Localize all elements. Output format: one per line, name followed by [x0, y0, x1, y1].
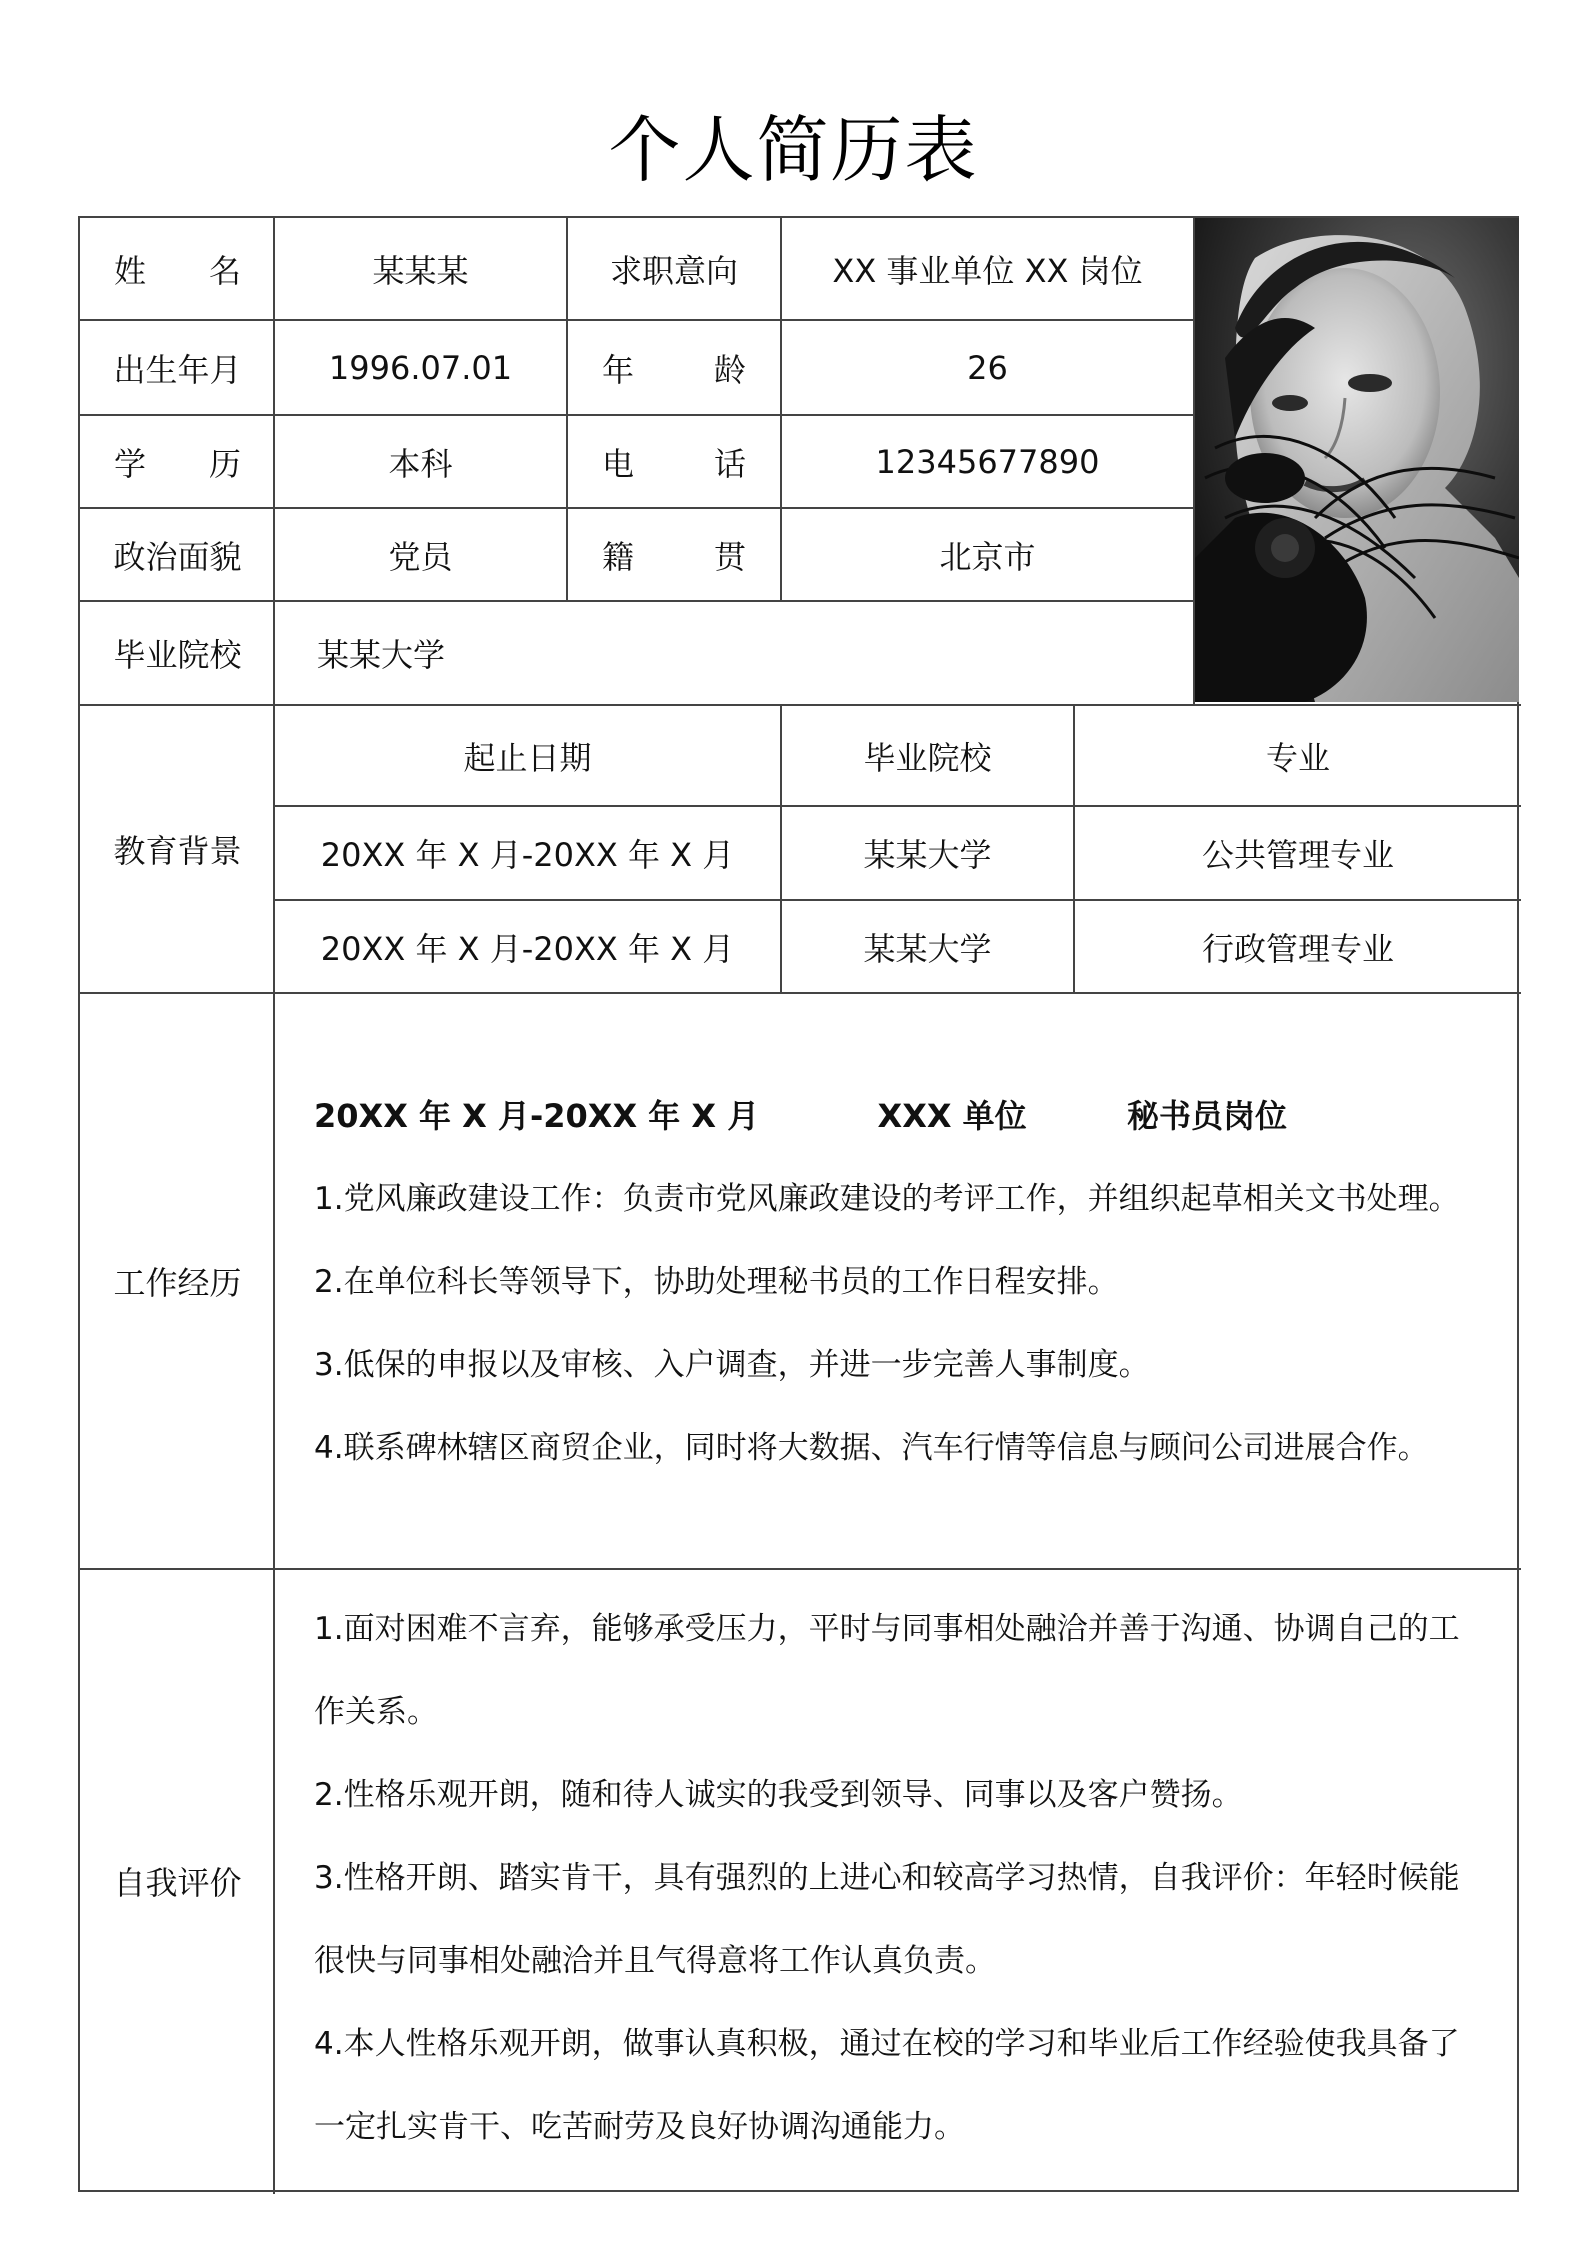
- birth-label: 出生年月: [113, 350, 242, 389]
- edu-row-1-school: 某某大学: [863, 836, 992, 874]
- phone-label: 电 话: [602, 444, 746, 483]
- work-heading: [314, 1074, 1514, 1158]
- self-eval-line: 很快与同事相处融洽并且气得意将工作认真负责。: [314, 1943, 996, 1979]
- self-eval-line: 4.本人性格乐观开朗，做事认真积极，通过在校的学习和毕业后工作经验使我具备了: [314, 2026, 1460, 2062]
- profile-photo: [1195, 218, 1519, 702]
- age-value: 26: [967, 348, 1008, 387]
- phone-value: 12345677890: [875, 442, 1100, 481]
- work-item: 1.党风廉政建设工作：负责市党风廉政建设的考评工作，并组织起草相关文书处理。: [314, 1181, 1460, 1217]
- edu-row-2-period: 20XX 年 X 月-20XX 年 X 月: [320, 929, 735, 968]
- page-title: 个人简历表: [608, 108, 979, 192]
- work-item: 4.联系碑林辖区商贸企业，同时将大数据、汽车行情等信息与顾问公司进展合作。: [314, 1430, 1429, 1466]
- name-value: 某某某: [372, 251, 469, 290]
- edu-row-2-major: 行政管理专业: [1201, 929, 1394, 968]
- edu-header-major: 专业: [1265, 738, 1330, 777]
- edu-row-1-major: 公共管理专业: [1201, 836, 1394, 874]
- work-item: 2.在单位科长等领导下，协助处理秘书员的工作日程安排。: [314, 1264, 1119, 1300]
- job-intent-label: 求职意向: [609, 251, 738, 290]
- education-label: 学 历: [114, 444, 241, 483]
- self-eval-line: 2.性格乐观开朗，随和待人诚实的我受到领导、同事以及客户赞扬。: [314, 1777, 1243, 1813]
- portrait-image: [1195, 218, 1519, 702]
- native-value: 北京市: [939, 537, 1036, 576]
- edu-row-2-school: 某某大学: [863, 929, 992, 968]
- work-position: 秘书员岗位: [1126, 1097, 1287, 1135]
- resume-table: [78, 216, 1519, 2192]
- edu-header-period: 起止日期: [463, 738, 592, 777]
- education-section-label: 教育背景: [113, 832, 242, 870]
- edu-header-school: 毕业院校: [863, 738, 992, 777]
- work-content: [314, 1074, 1514, 1490]
- self-eval-line: 3.性格开朗、踏实肯干，具有强烈的上进心和较高学习热情，自我评价：年轻时候能: [314, 1860, 1460, 1896]
- edu-row-1-period: 20XX 年 X 月-20XX 年 X 月: [320, 836, 735, 874]
- work-period: 20XX 年 X 月-20XX 年 X 月: [314, 1097, 760, 1135]
- school-value: 某某大学: [317, 636, 446, 674]
- education-value: 本科: [388, 444, 453, 483]
- job-intent-value: XX 事业单位 XX 岗位: [832, 251, 1143, 290]
- self-eval-label: 自我评价: [113, 1864, 242, 1902]
- name-label: 姓 名: [114, 251, 241, 290]
- self-eval-line: 一定扎实肯干、吃苦耐劳及良好协调沟通能力。: [314, 2109, 965, 2145]
- self-eval-line: 作关系。: [314, 1694, 438, 1730]
- work-item: 3.低保的申报以及审核、入户调查，并进一步完善人事制度。: [314, 1347, 1150, 1383]
- work-section-label: 工作经历: [113, 1264, 242, 1302]
- self-eval-line: 1.面对困难不言弃，能够承受压力，平时与同事相处融洽并善于沟通、协调自己的工: [314, 1611, 1460, 1647]
- school-label: 毕业院校: [113, 636, 242, 674]
- work-unit: XXX 单位: [877, 1097, 1027, 1135]
- political-label: 政治面貌: [113, 537, 242, 576]
- political-value: 党员: [388, 537, 453, 576]
- age-label: 年 龄: [602, 350, 746, 389]
- native-label: 籍 贯: [602, 537, 746, 576]
- self-eval-content: [314, 1588, 1514, 2169]
- birth-value: 1996.07.01: [328, 348, 513, 387]
